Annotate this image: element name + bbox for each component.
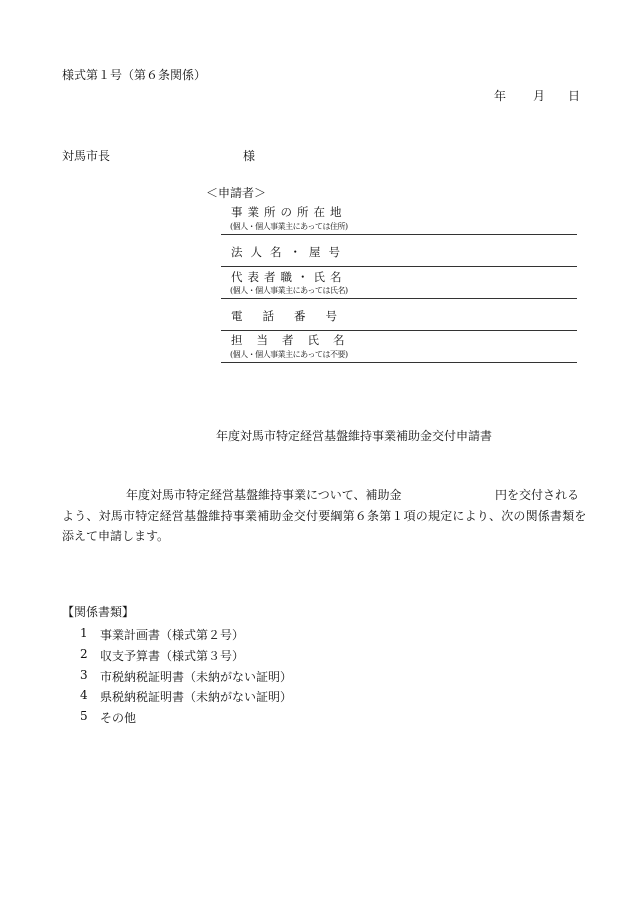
- field-underline: [221, 234, 577, 235]
- field-label: 法人名・屋号: [231, 245, 348, 259]
- field-note: (個人・個人事業主にあっては住所): [230, 222, 348, 231]
- field-label: 代表者職・氏名: [231, 270, 347, 284]
- field-underline: [221, 330, 577, 331]
- form-number: 様式第１号（第６条関係）: [62, 68, 207, 82]
- date-month: 月: [533, 89, 546, 103]
- item-text: その他: [100, 711, 137, 725]
- documents-heading: 【関係書類】: [62, 605, 135, 619]
- item-text: 事業計画書（様式第２号）: [100, 628, 245, 642]
- item-text: 収支予算書（様式第３号）: [100, 649, 245, 663]
- body-line1-a: 年度対馬市特定経営基盤維持事業について、補助金: [126, 488, 402, 502]
- item-number: 1: [80, 626, 88, 640]
- applicant-heading: ＜申請者＞: [206, 186, 267, 200]
- field-label: 担当者氏名: [231, 333, 359, 347]
- field-note: (個人・個人事業主にあっては不要): [230, 350, 348, 359]
- document-title: 年度対馬市特定経営基盤維持事業補助金交付申請書: [216, 429, 493, 443]
- field-label: 電話番号: [231, 309, 357, 323]
- body-line3: 添えて申請します。: [62, 529, 170, 543]
- body-line2: よう、対馬市特定経営基盤維持事業補助金交付要綱第６条第１項の規定により、次の関係書類を: [62, 509, 587, 523]
- item-text: 県税納税証明書（未納がない証明）: [100, 690, 293, 704]
- field-underline: [221, 298, 577, 299]
- addressee-office: 対馬市長: [62, 149, 111, 163]
- field-note: (個人・個人事業主にあっては氏名): [230, 286, 348, 295]
- item-number: 3: [80, 668, 88, 682]
- addressee-honorific: 様: [243, 149, 256, 163]
- item-number: 2: [80, 647, 88, 661]
- date-day: 日: [568, 89, 581, 103]
- field-label: 事業所の所在地: [231, 205, 347, 219]
- item-text: 市税納税証明書（未納がない証明）: [100, 670, 293, 684]
- item-number: 4: [80, 688, 88, 702]
- field-underline: [221, 362, 577, 363]
- item-number: 5: [80, 709, 88, 723]
- body-line1-b: 円を交付される: [495, 488, 580, 502]
- date-year: 年: [494, 89, 507, 103]
- field-underline: [221, 266, 577, 267]
